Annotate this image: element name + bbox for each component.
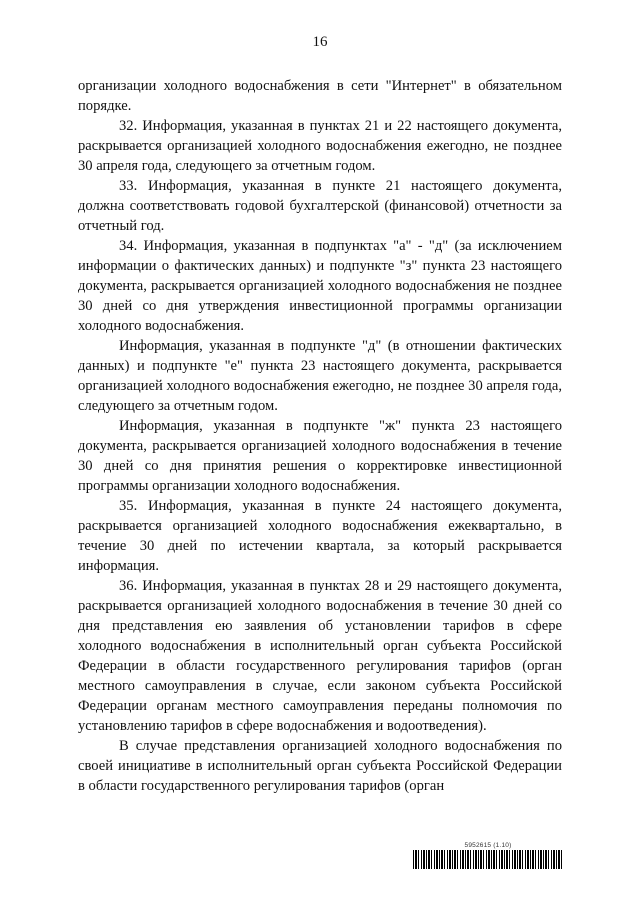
- paragraph-32: 32. Информация, указанная в пунктах 21 и 22 настоящего документа, раскрывается организацией холодного водоснабжения ежегодно, не позднее 30 апреля года, следующего за отчетным годом.: [78, 118, 562, 174]
- paragraph-34-correction: Информация, указанная в подпункте "ж" пункта 23 настоящего документа, раскрывается организацией холодного водоснабжения в течение 30 дней со дня принятия решения о корректировке инвестиционной программы организации холодного водоснабжения.: [78, 418, 562, 494]
- paragraph-33: 33. Информация, указанная в пункте 21 настоящего документа, должна соответствовать годовой бухгалтерской (финансовой) отчетности за отчетный год.: [78, 178, 562, 234]
- barcode-icon: [413, 850, 563, 869]
- paragraph-34-actual-data: Информация, указанная в подпункте "д" (в отношении фактических данных) и подпункте "е" пункта 23 настоящего документа, раскрывается организацией холодного водоснабжения ежегодно, не позднее 30 апреля года, следующего за отчетным годом.: [78, 338, 562, 414]
- page-number: 16: [312, 34, 328, 50]
- paragraph-continuation: организации холодного водоснабжения в сети "Интернет" в обязательном порядке.: [78, 78, 562, 114]
- paragraph-36: 36. Информация, указанная в пунктах 28 и 29 настоящего документа, раскрывается организацией холодного водоснабжения в течение 30 дней со дня представления ею заявления об установлении тарифов в сфере холодного водоснабжения в исполнительный орган субъекта Российской Федерации в области государственного регулирования тарифов (орган местного самоуправления в случае, если законом субъекта Российской Федерации органам местного самоуправления переданы полномочия по установлению тарифов в сфере водоснабжения и водоотведения).: [78, 578, 562, 734]
- paragraph-34: 34. Информация, указанная в подпунктах "а" - "д" (за исключением информации о фактических данных) и подпункте "з" пункта 23 настоящего документа, раскрывается организацией холодного водоснабжения не позднее 30 дней со дня утверждения инвестиционной программы организации холодного водоснабжения.: [78, 238, 562, 334]
- document-barcode: [413, 842, 563, 869]
- paragraph-36-initiative: В случае представления организацией холодного водоснабжения по своей инициативе в исполнительный орган субъекта Российской Федерации в области государственного регулирования тарифов (орган: [78, 738, 562, 794]
- barcode-number: 5952615 (1.10): [464, 842, 512, 849]
- paragraph-35: 35. Информация, указанная в пункте 24 настоящего документа, раскрывается организацией холодного водоснабжения ежеквартально, в течение 30 дней по истечении квартала, за который раскрывается информация.: [78, 498, 562, 574]
- document-body: [78, 76, 562, 796]
